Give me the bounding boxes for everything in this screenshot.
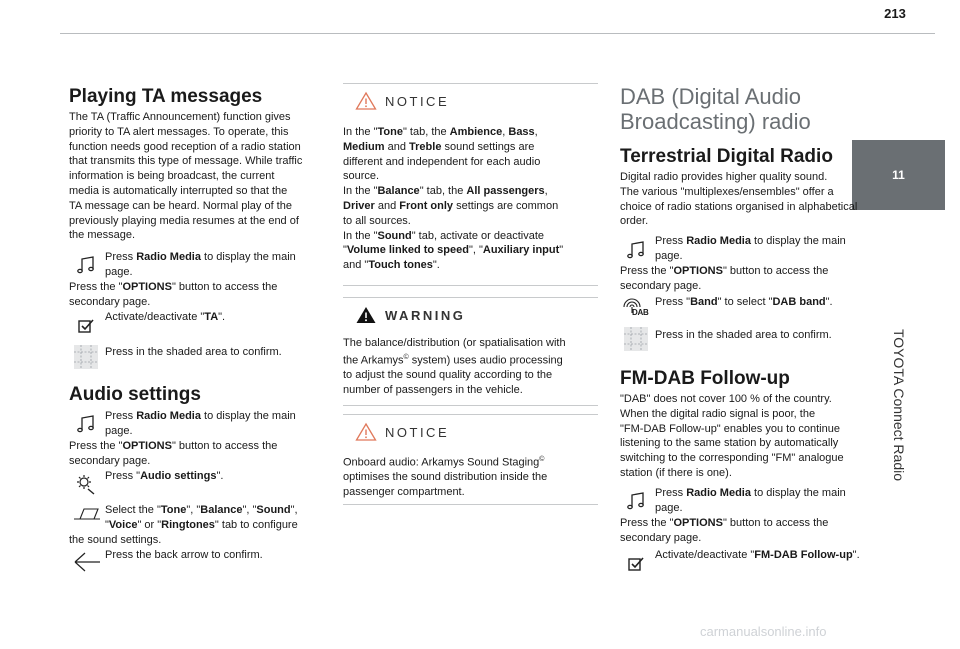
text: ".: [852, 549, 860, 561]
text: ".: [432, 259, 440, 272]
text: Press: [105, 251, 137, 263]
header-rule: [60, 33, 935, 34]
text-bold: Radio Media: [686, 487, 751, 499]
ta-line: previously playing media resumes at the end of: [69, 214, 299, 227]
text: The balance/distribution (or spatialisation with: [343, 337, 566, 349]
text-bold: Ambience: [449, 126, 503, 138]
audio-step-3: [105, 469, 330, 484]
text-bold: DAB band: [772, 296, 826, 308]
text: ", ": [468, 244, 483, 257]
text: page.: [105, 265, 133, 278]
ta-line: The TA (Traffic Announcement) function gives: [69, 111, 291, 123]
back-arrow-icon: [72, 548, 102, 572]
text: In the ": [343, 185, 378, 198]
text: different and independent for each audio: [343, 155, 541, 168]
text: passenger compartment.: [343, 486, 465, 499]
text: ": [105, 518, 109, 531]
ta-line: that transmits this type of message. While traffic: [69, 155, 303, 168]
music-note-icon: [624, 238, 648, 262]
settings-gear-icon: [74, 472, 98, 496]
text: ", ": [186, 504, 201, 516]
text: " tab to configure: [214, 518, 298, 531]
text-bold: FM-DAB Follow-up: [754, 549, 853, 561]
followup-step-2: [620, 516, 880, 546]
text: Press the ": [620, 517, 674, 529]
text: Activate/deactivate ": [655, 549, 755, 561]
text-bold: TA: [204, 311, 219, 323]
warning-title: WARNING: [385, 308, 466, 323]
text-bold: Voice: [108, 518, 138, 531]
text: Press ": [655, 296, 691, 308]
text: to display the main: [750, 235, 846, 247]
text: " or ": [137, 518, 162, 531]
text: number of passengers in the vehicle.: [343, 384, 523, 397]
page-number: 213: [884, 6, 906, 21]
text-bold: Ringtones: [161, 518, 215, 531]
dab-icon-label: DAB: [632, 308, 649, 317]
text-bold: Treble: [409, 140, 442, 153]
ta-heading: Playing TA messages: [69, 86, 263, 107]
ta-line: the message.: [69, 229, 136, 242]
text: page.: [655, 249, 683, 262]
warning-text: [343, 336, 598, 398]
watermark: carmanualsonline.info: [700, 624, 827, 639]
ta-step-1: [105, 250, 330, 280]
text: sound settings are: [441, 140, 535, 153]
text: page.: [655, 501, 683, 514]
followup-intro: [620, 392, 880, 481]
text: secondary page.: [620, 279, 702, 292]
text-bold: Volume linked to speed: [346, 244, 469, 257]
text: ,: [544, 185, 548, 198]
audio-step-4-cont: the sound settings.: [69, 534, 162, 546]
ta-step-4: Press in the shaded area to confirm.: [105, 346, 282, 358]
text: and: [374, 199, 400, 212]
text: switching to the corresponding "FM" analogue: [620, 452, 844, 465]
text-bold: Touch tones: [368, 259, 433, 272]
terrestrial-step-4: Press in the shaded area to confirm.: [655, 329, 832, 341]
checkbox-icon: [74, 313, 98, 337]
text-bold: OPTIONS: [673, 265, 723, 277]
audio-step-1: [105, 409, 330, 439]
text: "DAB" does not cover 100 % of the country.: [620, 393, 832, 405]
text: source.: [343, 170, 380, 183]
ta-step-2: [69, 280, 329, 310]
text: Digital radio provides higher quality sound.: [620, 171, 828, 183]
text: In the ": [343, 126, 378, 138]
text-bold: Bass: [508, 126, 535, 138]
notice-2-text: [343, 453, 598, 500]
text-bold: Driver: [343, 199, 375, 212]
text: station (if there is one).: [620, 466, 732, 479]
terrestrial-step-2: [620, 264, 880, 294]
ta-line: TA message can be heard. Normal play of the: [69, 199, 292, 212]
text-bold: Tone: [160, 504, 187, 516]
text: ".: [216, 470, 224, 482]
text: Press: [655, 487, 687, 499]
text: to all sources.: [343, 214, 411, 227]
dab-title: [620, 84, 811, 134]
text: to display the main: [750, 487, 846, 499]
text-bold: Tone: [377, 126, 403, 138]
terrestrial-intro: [620, 170, 880, 229]
text: Press the ": [69, 440, 123, 452]
audio-step-4: [105, 503, 330, 533]
ta-intro: [69, 110, 329, 243]
notice-title: NOTICE: [385, 94, 450, 109]
notice-box-2: [343, 414, 598, 505]
text: to adjust the sound quality according to the: [343, 369, 553, 382]
text-bold: Band: [690, 296, 718, 308]
music-note-icon: [74, 253, 98, 277]
text-bold: Sound: [377, 229, 412, 242]
text: Press: [655, 235, 687, 247]
text: the Arkamys: [343, 354, 404, 367]
text: listening to the same station by automatically: [620, 437, 839, 450]
text: " button to access the: [722, 265, 829, 277]
text-bold: Audio settings: [140, 470, 217, 482]
dab-title-line: Broadcasting) radio: [620, 109, 811, 134]
text: Press: [105, 410, 137, 422]
ta-line: media is automatically interrupted so that the: [69, 184, 288, 197]
text-bold: Sound: [256, 504, 291, 516]
ta-line: information is being broadcast, the current: [69, 170, 275, 183]
copyright-mark: ©: [403, 353, 409, 361]
notice-title: NOTICE: [385, 425, 450, 440]
text: Activate/deactivate ": [105, 311, 205, 323]
ta-step-3: [105, 310, 330, 325]
music-note-icon: [74, 412, 98, 436]
text-bold: Radio Media: [136, 410, 201, 422]
text: optimises the sound distribution inside the: [343, 471, 548, 484]
text: " to select ": [717, 296, 773, 308]
text: "FM-DAB Follow-up" enables you to continue: [620, 422, 840, 435]
audio-step-2: [69, 439, 329, 469]
chapter-title-text: TOYOTA Connect Radio: [891, 329, 907, 481]
text-bold: OPTIONS: [122, 440, 172, 452]
text: secondary page.: [620, 531, 702, 544]
followup-step-1: [655, 486, 880, 516]
text-bold: Auxiliary input: [482, 244, 560, 257]
music-note-icon: [624, 489, 648, 513]
followup-step-3: [655, 548, 880, 563]
text: settings are common: [453, 199, 559, 212]
ta-line: priority to TA alert messages. To operate, this: [69, 125, 289, 138]
text: ,: [534, 126, 538, 138]
text-bold: Balance: [200, 504, 243, 516]
text: " tab, activate or deactivate: [411, 229, 545, 242]
text: secondary page.: [69, 295, 151, 308]
notice-icon: [355, 91, 377, 116]
text-bold: All passengers: [466, 185, 545, 198]
audio-heading: Audio settings: [69, 384, 201, 405]
text: page.: [105, 424, 133, 437]
chapter-tab: 11: [852, 140, 945, 210]
text: to display the main: [200, 251, 296, 263]
text-bold: Medium: [343, 140, 385, 153]
text-bold: Radio Media: [136, 251, 201, 263]
text: The various "multiplexes/ensembles" offer a: [620, 185, 834, 198]
ta-line: function needs good reception of a radio station: [69, 140, 301, 153]
text: In the ": [343, 229, 378, 242]
text: order.: [620, 215, 649, 228]
notice-1-text: [343, 125, 598, 273]
text: Press ": [105, 470, 141, 482]
notice-icon: [355, 422, 377, 447]
text-bold: OPTIONS: [673, 517, 723, 529]
text: choice of radio stations organised in alphabetical: [620, 200, 858, 213]
text: ", ": [242, 504, 257, 516]
text-bold: Radio Media: [686, 235, 751, 247]
text: secondary page.: [69, 454, 151, 467]
audio-step-5: Press the back arrow to confirm.: [105, 549, 263, 561]
text: " tab, the: [402, 126, 450, 138]
checkbox-icon: [624, 551, 648, 575]
text: ",: [290, 504, 298, 516]
text: ": [559, 244, 564, 257]
shaded-area-icon: [621, 324, 651, 354]
text: to display the main: [200, 410, 296, 422]
followup-heading: FM-DAB Follow-up: [620, 368, 790, 389]
text: " button to access the: [171, 440, 278, 452]
warning-box: [343, 297, 598, 406]
terrestrial-step-3: [655, 295, 880, 310]
text: ".: [218, 311, 226, 323]
warning-icon: [355, 305, 377, 330]
text: Press the ": [620, 265, 674, 277]
dab-band-icon: [620, 295, 652, 321]
text-bold: Front only: [399, 199, 454, 212]
text: ,: [502, 126, 509, 138]
terrestrial-heading: Terrestrial Digital Radio: [620, 146, 833, 167]
text: Press the ": [69, 281, 123, 293]
text: system) uses audio processing: [408, 354, 563, 367]
text-bold: OPTIONS: [122, 281, 172, 293]
text: and: [384, 140, 410, 153]
text: When the digital radio signal is poor, the: [620, 407, 816, 420]
text-bold: Balance: [377, 185, 420, 198]
text: and ": [343, 259, 369, 272]
text: " tab, the: [419, 185, 467, 198]
terrestrial-step-1: [655, 234, 880, 264]
shaded-area-icon: [71, 342, 101, 372]
text: ".: [825, 296, 833, 308]
copyright-mark: ©: [539, 456, 545, 463]
tab-select-icon: [72, 501, 102, 525]
text: " button to access the: [171, 281, 278, 293]
dab-title-line: DAB (Digital Audio: [620, 84, 801, 109]
notice-box-1: [343, 83, 598, 286]
text: " button to access the: [722, 517, 829, 529]
text: Onboard audio: Arkamys Sound Staging: [343, 456, 540, 469]
text: ": [343, 244, 347, 257]
text: Select the ": [105, 504, 161, 516]
